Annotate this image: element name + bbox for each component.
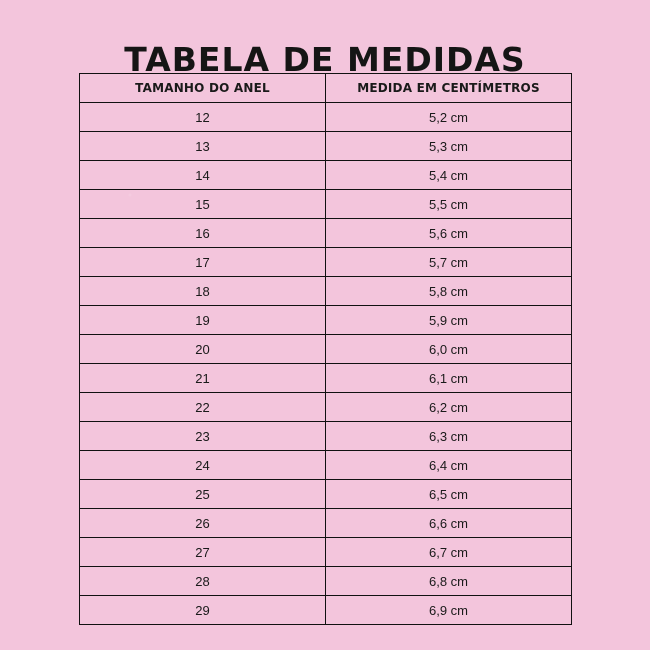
ring-size-cell: 23 <box>80 422 326 451</box>
table-row <box>80 248 572 277</box>
measurement-table <box>79 73 572 625</box>
table-row <box>80 567 572 596</box>
ring-size-cell: 16 <box>80 219 326 248</box>
table-row <box>80 364 572 393</box>
table-row <box>80 277 572 306</box>
table-body <box>80 103 572 625</box>
ring-size-cell: 13 <box>80 132 326 161</box>
ring-size-cell: 25 <box>80 480 326 509</box>
page-title: TABELA DE MEDIDAS <box>124 40 526 80</box>
table-row <box>80 480 572 509</box>
table-row <box>80 538 572 567</box>
measure-cell: 5,6 cm <box>326 219 572 248</box>
header-centimeters: MEDIDA EM CENTÍMETROS <box>326 74 572 103</box>
measure-cell: 5,9 cm <box>326 306 572 335</box>
measure-cell: 5,3 cm <box>326 132 572 161</box>
table-header-row <box>80 74 572 103</box>
measure-cell: 5,8 cm <box>326 277 572 306</box>
header-ring-size: TAMANHO DO ANEL <box>80 74 326 103</box>
ring-size-cell: 27 <box>80 538 326 567</box>
table-row <box>80 161 572 190</box>
ring-size-cell: 21 <box>80 364 326 393</box>
table-row <box>80 190 572 219</box>
table-row <box>80 509 572 538</box>
table-row <box>80 306 572 335</box>
ring-size-cell: 15 <box>80 190 326 219</box>
table-row <box>80 451 572 480</box>
measure-cell: 6,5 cm <box>326 480 572 509</box>
measurement-table-container <box>79 73 571 624</box>
table-row <box>80 393 572 422</box>
table-row <box>80 132 572 161</box>
table-row <box>80 596 572 625</box>
table-row <box>80 422 572 451</box>
ring-size-cell: 17 <box>80 248 326 277</box>
table-row <box>80 103 572 132</box>
measure-cell: 6,2 cm <box>326 393 572 422</box>
measure-cell: 6,6 cm <box>326 509 572 538</box>
measure-cell: 6,1 cm <box>326 364 572 393</box>
ring-size-cell: 22 <box>80 393 326 422</box>
measure-cell: 6,0 cm <box>326 335 572 364</box>
table-row <box>80 335 572 364</box>
ring-size-cell: 26 <box>80 509 326 538</box>
measure-cell: 6,4 cm <box>326 451 572 480</box>
measure-cell: 5,2 cm <box>326 103 572 132</box>
measure-cell: 6,7 cm <box>326 538 572 567</box>
ring-size-cell: 28 <box>80 567 326 596</box>
measure-cell: 5,7 cm <box>326 248 572 277</box>
table-row <box>80 219 572 248</box>
ring-size-cell: 18 <box>80 277 326 306</box>
measure-cell: 5,5 cm <box>326 190 572 219</box>
ring-size-cell: 14 <box>80 161 326 190</box>
measure-cell: 6,8 cm <box>326 567 572 596</box>
ring-size-cell: 20 <box>80 335 326 364</box>
ring-size-cell: 24 <box>80 451 326 480</box>
ring-size-cell: 29 <box>80 596 326 625</box>
measure-cell: 5,4 cm <box>326 161 572 190</box>
measure-cell: 6,9 cm <box>326 596 572 625</box>
ring-size-cell: 19 <box>80 306 326 335</box>
ring-size-cell: 12 <box>80 103 326 132</box>
measure-cell: 6,3 cm <box>326 422 572 451</box>
